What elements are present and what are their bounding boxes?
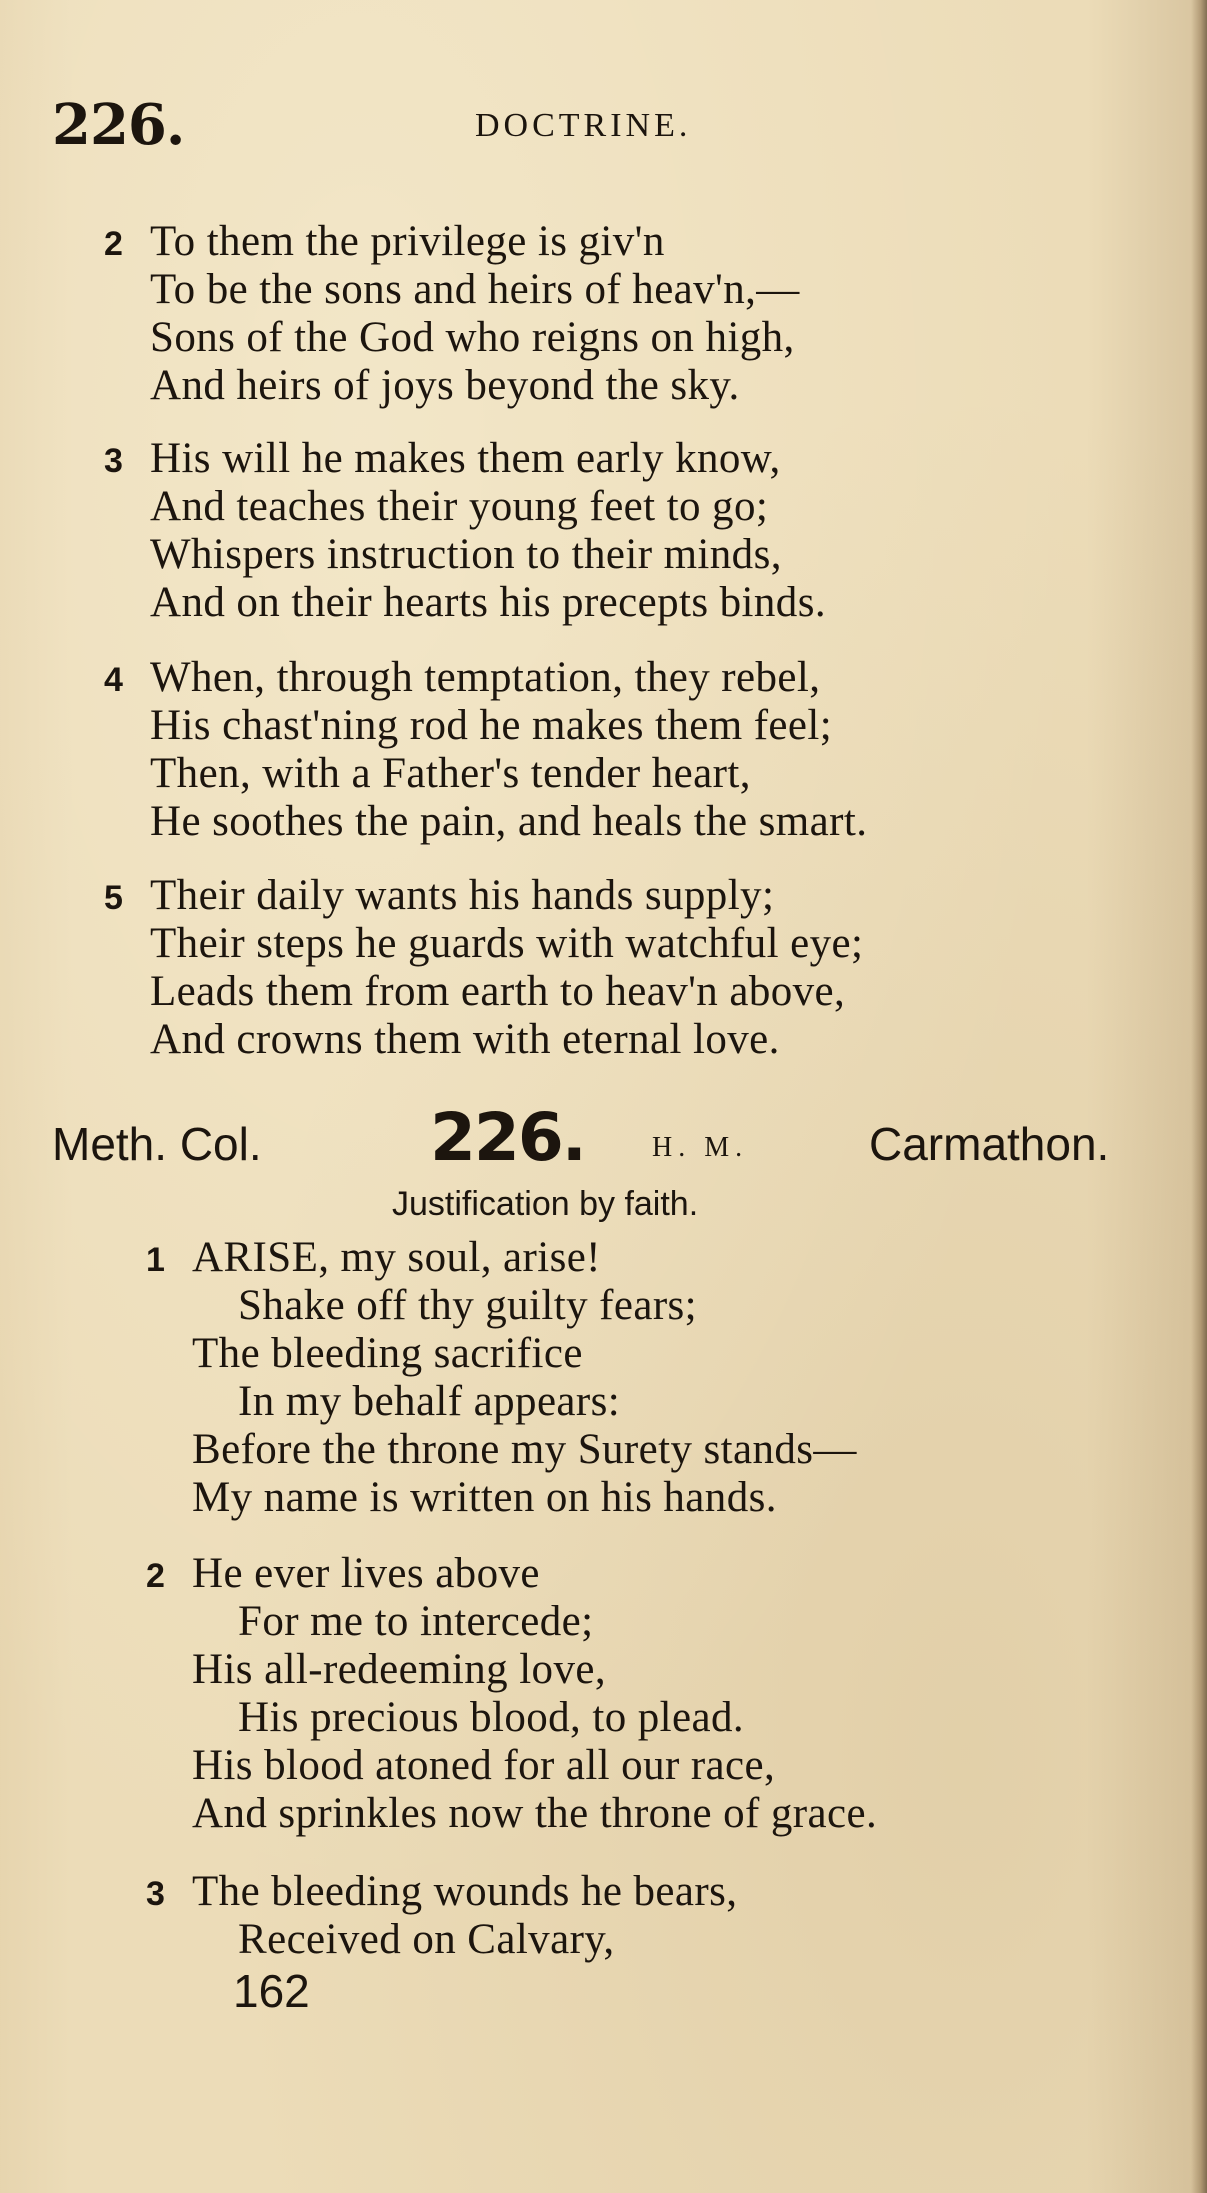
verse-line: [146, 1868, 737, 1916]
verse-text: ARISE, my soul, arise!: [192, 1234, 601, 1281]
verse-line: [104, 702, 867, 750]
stanza: [104, 872, 863, 1064]
verse-text: For me to intercede;: [238, 1598, 594, 1645]
verse-line: [146, 1916, 737, 1964]
verse-line: [104, 266, 800, 314]
verse-line: [146, 1550, 877, 1598]
verse-line: [146, 1598, 877, 1646]
verse-text: The bleeding wounds he bears,: [192, 1868, 738, 1915]
verse-line: [104, 218, 800, 266]
verse-line: [104, 750, 867, 798]
verse-line: [146, 1378, 857, 1426]
verse-line: [104, 314, 800, 362]
verse-text: Then, with a Father's tender heart,: [150, 750, 751, 797]
verse-text: His chast'ning rod he makes them feel;: [150, 702, 833, 749]
verse-line: [104, 362, 800, 410]
stanza-number: 4: [104, 661, 124, 699]
verse-text: Their steps he guards with watchful eye;: [150, 920, 864, 967]
stanza: [146, 1868, 737, 1964]
stanza: [104, 218, 800, 410]
verse-text: Whispers instruction to their minds,: [150, 531, 782, 578]
verse-text: Their daily wants his hands supply;: [150, 872, 775, 919]
verse-text: His blood atoned for all our race,: [192, 1742, 776, 1789]
verse-text: His all-redeeming love,: [192, 1646, 606, 1693]
stanza-number: 1: [146, 1241, 166, 1279]
hymn-number: 226.: [430, 1099, 585, 1176]
verse-text: When, through temptation, they rebel,: [150, 654, 821, 701]
stanza: [146, 1550, 877, 1838]
verse-text: His will he makes them early know,: [150, 435, 781, 482]
verse-text: Before the throne my Surety stands—: [192, 1426, 857, 1473]
verse-text: And on their hearts his precepts binds.: [150, 579, 826, 626]
verse-text: Sons of the God who reigns on high,: [150, 314, 795, 361]
running-head: DOCTRINE.: [475, 107, 692, 144]
verse-text: Shake off thy guilty fears;: [238, 1282, 698, 1329]
verse-text: My name is written on his hands.: [192, 1474, 777, 1521]
verse-line: [146, 1426, 857, 1474]
verse-line: [146, 1646, 877, 1694]
verse-text: And teaches their young feet to go;: [150, 483, 769, 530]
verse-text: Received on Calvary,: [238, 1916, 615, 1963]
verse-line: [104, 483, 826, 531]
hymn-subject: Justification by faith.: [392, 1185, 699, 1223]
verse-text: In my behalf appears:: [238, 1378, 621, 1425]
hymn-source: Meth. Col.: [52, 1118, 262, 1170]
verse-text: He ever lives above: [192, 1550, 540, 1597]
verse-line: [146, 1330, 857, 1378]
stanza-number: 3: [146, 1875, 166, 1913]
verse-text: And heirs of joys beyond the sky.: [150, 362, 740, 409]
page-number: 226.: [52, 92, 185, 158]
verse-line: [104, 654, 867, 702]
verse-text: And sprinkles now the throne of grace.: [192, 1790, 878, 1837]
tune-name: Carmathon.: [869, 1118, 1110, 1170]
verse-text: He soothes the pain, and heals the smart.: [150, 798, 868, 845]
verse-text: His precious blood, to plead.: [238, 1694, 745, 1741]
verse-line: [104, 968, 863, 1016]
verse-line: [146, 1742, 877, 1790]
verse-text: The bleeding sacrifice: [192, 1330, 583, 1377]
verse-text: To be the sons and heirs of heav'n,—: [150, 266, 800, 313]
verse-line: [104, 920, 863, 968]
verse-line: [104, 798, 867, 846]
hymn-header: [52, 1098, 1152, 1178]
verse-line: [104, 872, 863, 920]
hymn-meter: H. M.: [652, 1132, 749, 1163]
verse-line: [146, 1474, 857, 1522]
verse-line: [104, 1016, 863, 1064]
stanza-number: 3: [104, 442, 124, 480]
verse-text: Leads them from earth to heav'n above,: [150, 968, 846, 1015]
verse-text: To them the privilege is giv'n: [150, 218, 665, 265]
verse-text: And crowns them with eternal love.: [150, 1016, 780, 1063]
verse-line: [146, 1694, 877, 1742]
stanza: [146, 1234, 857, 1522]
verse-line: [104, 531, 826, 579]
stanza-number: 2: [146, 1557, 166, 1595]
stanza: [104, 435, 826, 627]
verse-line: [104, 435, 826, 483]
verse-line: [104, 579, 826, 627]
folio-signature: 162: [233, 1965, 310, 2017]
verse-line: [146, 1790, 877, 1838]
verse-line: [146, 1282, 857, 1330]
stanza-number: 2: [104, 225, 124, 263]
verse-line: [146, 1234, 857, 1282]
stanza: [104, 654, 867, 846]
stanza-number: 5: [104, 879, 124, 917]
